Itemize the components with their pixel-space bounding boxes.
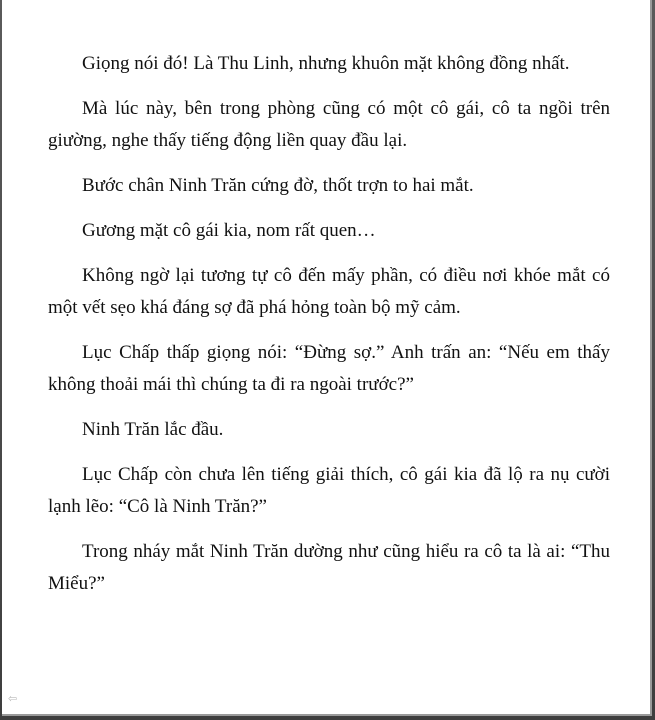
paragraph-3: Bước chân Ninh Trăn cứng đờ, thốt trợn to hai mắt. — [82, 175, 474, 196]
paragraph-1: Giọng nói đó! Là Thu Linh, nhưng khuôn mặt không đồng nhất. — [82, 53, 570, 74]
document-body — [48, 48, 610, 613]
paragraph-8: Lục Chấp còn chưa lên tiếng giải thích, cô gái kia đã lộ ra nụ cười lạnh lẽo: “Cô là Ninh Trăn?” — [48, 464, 610, 517]
arrow-left-icon: ⇦ — [8, 692, 18, 705]
paragraph-6: Lục Chấp thấp giọng nói: “Đừng sợ.” Anh trấn an: “Nếu em thấy không thoải mái thì chúng ta đi ra ngoài trước?” — [48, 342, 610, 395]
paragraph-2: Mà lúc này, bên trong phòng cũng có một cô gái, cô ta ngồi trên giường, nghe thấy tiếng động liền quay đầu lại. — [48, 98, 610, 151]
document-page — [2, 0, 652, 716]
paragraph-7: Ninh Trăn lắc đầu. — [82, 419, 224, 440]
paragraph-9: Trong nháy mắt Ninh Trăn dường như cũng hiểu ra cô ta là ai: “Thu Miểu?” — [48, 541, 610, 594]
paragraph-4: Gương mặt cô gái kia, nom rất quen… — [82, 220, 376, 241]
paragraph-5: Không ngờ lại tương tự cô đến mấy phần, có điều nơi khóe mắt có một vết sẹo khá đáng sợ đã phá hỏng toàn bộ mỹ cảm. — [48, 265, 610, 318]
